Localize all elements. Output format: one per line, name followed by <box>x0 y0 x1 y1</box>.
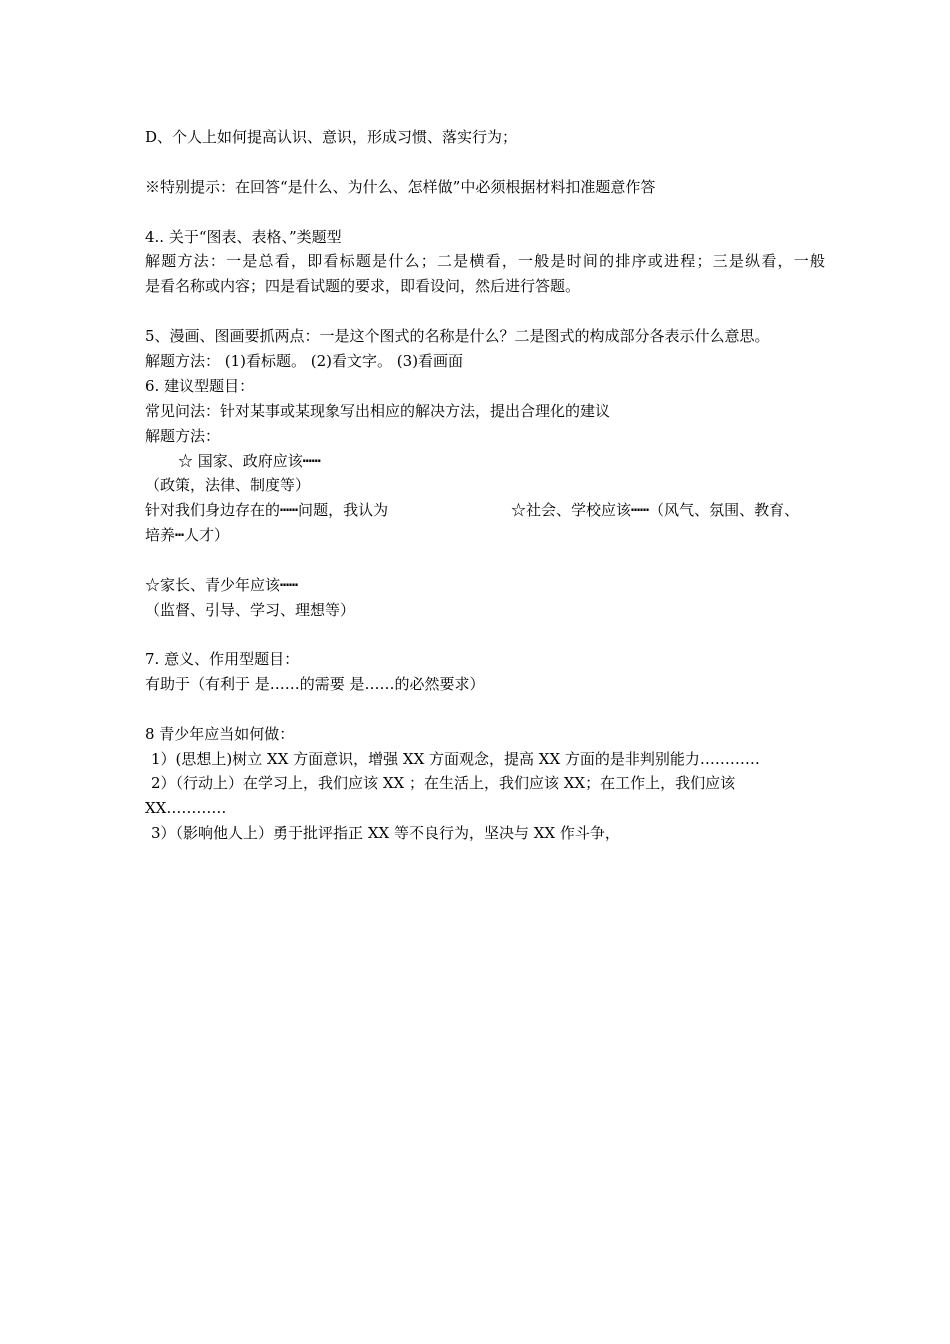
text-line: 有助于（有利于 是……的需要 是……的必然要求） <box>145 675 485 693</box>
text-line: 解题方法： (1)看标题。 (2)看文字。 (3)看画面 <box>145 352 464 370</box>
list-item: 1）(思想上)树立 XX 方面意识，增强 XX 方面观念，提高 XX 方面的是非判别能力………… <box>151 750 760 768</box>
list-item: 3）（影响他人上）勇于批评指正 XX 等不良行为，坚决与 XX 作斗争， <box>151 824 620 842</box>
section-heading: 7. 意义、作用型题目： <box>145 650 300 668</box>
section-heading: 6. 建议型题目： <box>145 377 255 395</box>
section-heading: 8 青少年应当如何做： <box>145 725 295 743</box>
text-line: 常见问法：针对某事或某现象写出相应的解决方法，提出合理化的建议 <box>145 402 611 420</box>
list-item: ☆社会、学校应该┅┅（风气、氛围、教育、 <box>511 501 800 519</box>
text-line: （监督、引导、学习、理想等） <box>145 601 356 619</box>
text-line: 是看名称或内容；四是看试题的要求，即看设问，然后进行答题。 <box>145 277 581 295</box>
text-line: D、个人上如何提高认识、意识，形成习惯、落实行为； <box>145 128 518 146</box>
text-line: （政策，法律、制度等） <box>145 476 311 494</box>
list-item: ☆家长、青少年应该┅┅ <box>145 576 299 594</box>
special-note: ※特别提示：在回答“是什么、为什么、怎样做”中必须根据材料扣准题意作答 <box>145 178 656 196</box>
list-item: 2）（行动上）在学习上，我们应该 XX ；在生活上，我们应该 XX；在工作上，我们应该 <box>151 774 736 792</box>
section-heading: 5、漫画、图画要抓两点：一是这个图式的名称是什么？二是图式的构成部分各表示什么意思。 <box>145 327 770 345</box>
text-line: 针对我们身边存在的┅┅问题，我认为 <box>145 501 389 519</box>
text-line: 培养┅人才） <box>145 526 230 544</box>
section-heading: 4.. 关于“图表、表格、”类题型 <box>145 228 342 246</box>
text-line: 解题方法：一是总看，即看标题是什么；二是横看，一般是时间的排序或进程；三是纵看，一般 <box>145 252 825 270</box>
text-line: 解题方法： <box>145 427 221 445</box>
text-line: XX………… <box>145 799 227 817</box>
list-item: ☆ 国家、政府应该┅┅ <box>178 452 321 470</box>
